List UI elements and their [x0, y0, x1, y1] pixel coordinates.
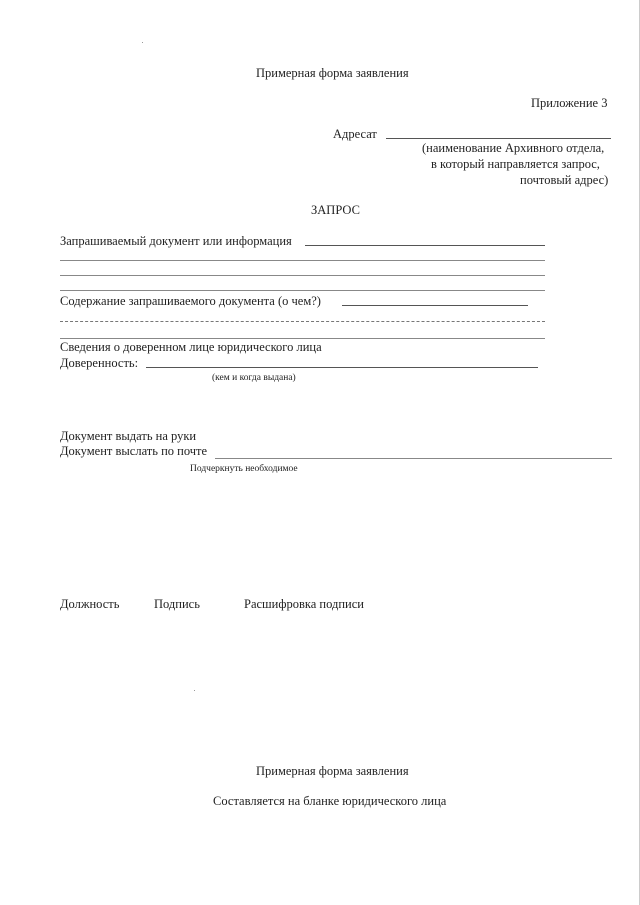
proxy-info-label: Сведения о доверенном лице юридического лица: [60, 340, 322, 354]
requested-document-line[interactable]: [60, 260, 545, 261]
form-title: Примерная форма заявления: [256, 66, 409, 80]
addressee-note-3: почтовый адрес): [520, 173, 609, 187]
addressee-note-2: в который направляется запрос,: [431, 157, 600, 171]
document-content-line[interactable]: [342, 305, 528, 306]
appendix-label: Приложение 3: [531, 96, 608, 110]
power-of-attorney-label: Доверенность:: [60, 356, 139, 370]
document-content-label: Содержание запрашиваемого документа (о чем?): [60, 294, 321, 308]
signature-sign: Подпись: [154, 597, 200, 611]
requested-document-line[interactable]: [305, 245, 545, 246]
requested-document-line[interactable]: [60, 275, 545, 276]
document-content-line[interactable]: [60, 338, 545, 339]
signature-position: Должность: [60, 597, 120, 611]
requested-document-label: Запрашиваемый документ или информация: [60, 234, 292, 248]
addressee-label: Адресат: [333, 127, 377, 141]
scan-speck: [194, 690, 195, 691]
power-of-attorney-line[interactable]: [146, 367, 538, 368]
addressee-line[interactable]: [386, 138, 611, 139]
addressee-note-1: (наименование Архивного отдела,: [422, 141, 605, 155]
power-of-attorney-note: (кем и когда выдана): [212, 373, 296, 383]
delivery-option-mail[interactable]: Документ выслать по почте: [60, 444, 208, 458]
delivery-option-hand[interactable]: Документ выдать на руки: [60, 429, 197, 443]
footer-form-title: Примерная форма заявления: [256, 764, 409, 778]
request-heading: ЗАПРОС: [311, 203, 360, 217]
requested-document-line[interactable]: [60, 290, 545, 291]
delivery-line: [215, 458, 612, 459]
delivery-hint: Подчеркнуть необходимое: [190, 464, 298, 474]
scan-speck: [142, 42, 143, 43]
signature-decoding: Расшифровка подписи: [244, 597, 364, 611]
document-content-line[interactable]: [60, 321, 545, 322]
footer-note: Составляется на бланке юридического лица: [213, 794, 447, 808]
